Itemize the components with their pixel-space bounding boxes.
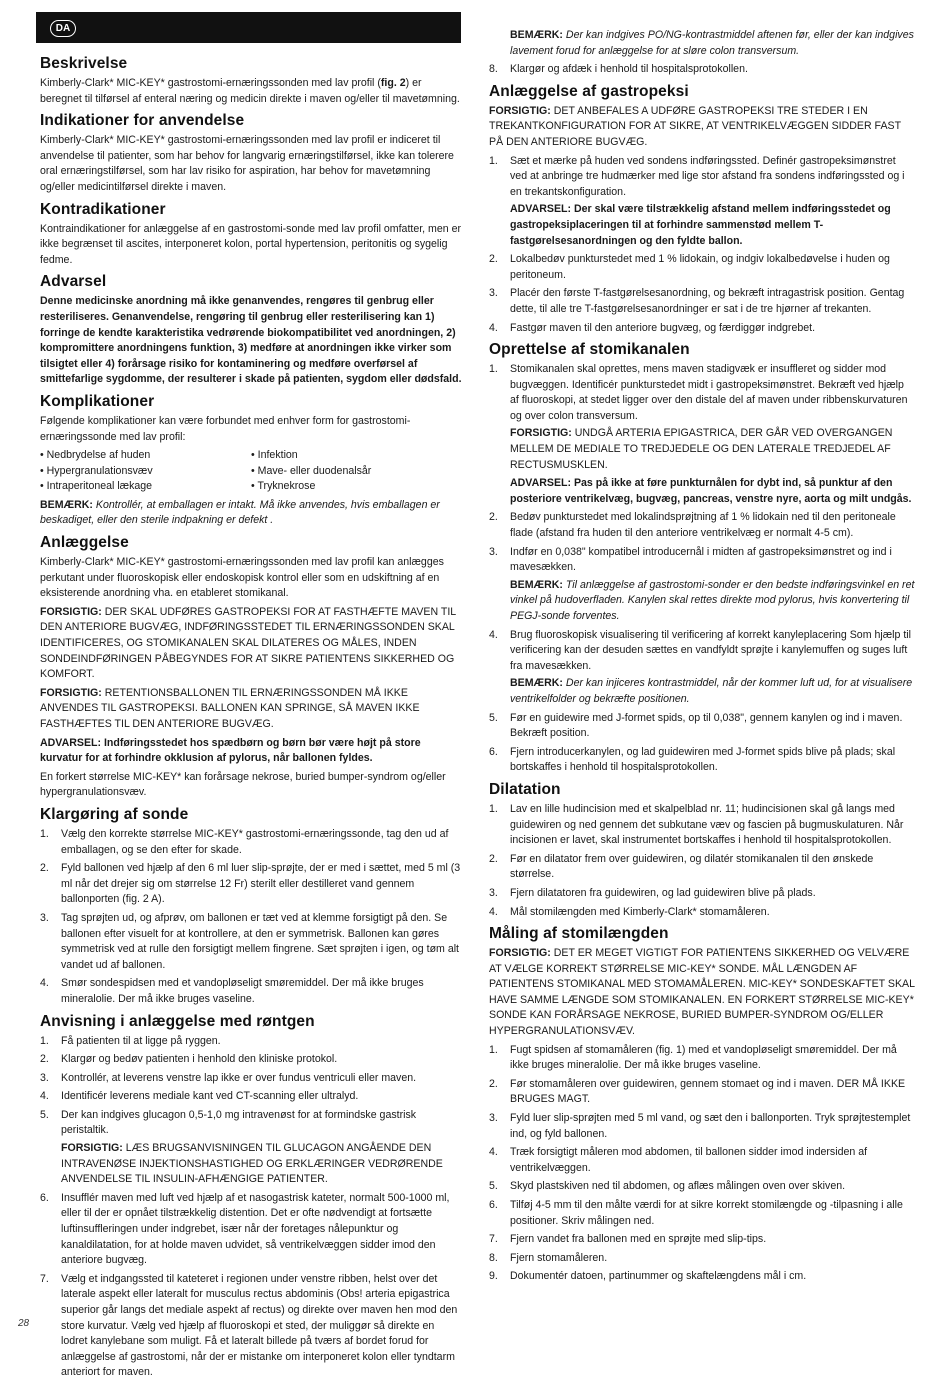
oprettelse-list (489, 362, 915, 776)
oprettelse-caution: FORSIGTIG: UNDGÅ ARTERIA EPIGASTRICA, DER GÅR VED OVERGANGEN MELLEM DE MEDIALE TO TREDJEDELE OG DEN LATERALE TREDJEDEL AF RECTUSMUSKLEN. (510, 427, 893, 471)
list-item: 7. Vælg et indgangssted til kateteret i regionen under venstre ribben, helst over det laterale aspekt eller lateralt for musculus rectus abdominis (Obs! arteria epigastrica superior går langs det mediale aspekt af rectus) og direkte over maven hen mod den store kurvatur. Vælg ved hjælp af fluoroskopi et sted, der muliggør så direkte en lodret kanylebane som muligt. Få et lateralt billede på tværs af bordet forud for anlæggelse af gastrostomi, når der er mistanke om interponeret kolon eller tyndtarm anteriort for maven. (40, 1272, 458, 1379)
list-item: 5. Der kan indgives glucagon 0,5-1,0 mg intravenøst for at formindske gastrisk peristaltik. FORSIGTIG: LÆS BRUGSANVISNINGEN TIL GLUCAGON ANGÅENDE DEN INTRAVENØSE INJEKTIONSHASTIGHED OG ERKLÆRINGER VEDRØRENDE ANVENDELSE TIL INSULIN-AFHÆNGIGE PATIENTER. (40, 1108, 462, 1188)
language-badge: DA (50, 20, 76, 37)
section-title-advarsel: Advarsel (40, 273, 107, 291)
anlaeggelse-text: Kimberly-Clark* MIC-KEY* gastrostomi-ernæringssonden med lav profil kan anlægges perkutant under fluoroskopisk eller endoskopisk kontrol eller som en udskiftning af en eksisterende anordning vha. en etableret stomikanal. (40, 556, 444, 600)
page-number: 28 (18, 1318, 30, 1329)
top-note: BEMÆRK: Der kan indgives PO/NG-kontrastmiddel aftenen før, eller der kan indgives lavement forud for anlæggelse for at sløre colon transversum. (510, 29, 914, 57)
maaling-list (489, 1043, 915, 1285)
list-item: 2. Lokalbedøv punkturstedet med 1 % lidokain, og indgiv lokalbedøvelse i huden og peritoneum. (489, 253, 890, 281)
section-title-anvisning: Anvisning i anlæggelse med røntgen (40, 1012, 315, 1030)
list-item: 3. Fjern dilatatoren fra guidewiren, og lad guidewiren blive på plads. (489, 886, 816, 899)
oprettelse-warning: ADVARSEL: Pas på ikke at føre punkturnålen for dybt ind, så punktur af den posteriore ventrikelvæg, bugvæg, pancreas, venstre nyre, aorta og milt undgås. (510, 477, 912, 505)
list-item: • Hypergranulationsvæv (40, 464, 251, 480)
section-title-anlaeggelse: Anlæggelse (40, 534, 129, 552)
komplikationer-text: Følgende komplikationer kan være forbundet med enhver form for gastrostomi-ernæringssonde med lav profil: (40, 414, 411, 443)
list-item: 8. Klargør og afdæk i henhold til hospitalsprotokollen. (489, 63, 748, 76)
gastropeksi-caution: FORSIGTIG: DET ANBEFALES A UDFØRE GASTROPEKSI TRE STEDER I EN TREKANTKONFIGURATION FOR AT SIKRE, AT VENTRIKELVÆGGEN SIDDER FAST PÅ DEN ANTERIORE BUGVÆG. (489, 104, 901, 148)
list-item: 4. Mål stomilængden med Kimberly-Clark* stomamåleren. (489, 905, 770, 918)
anlaeggelse-caution-1: FORSIGTIG: DER SKAL UDFØRES GASTROPEKSI FOR AT FASTHÆFTE MAVEN TIL DEN ANTERIORE BUGVÆG, INDFØRINGSSTEDET TIL ERNÆRINGSSONDEN SKAL IDENTIFICERES, OG STOMIKANALEN SKAL DILATERES OG MÅLES, INDEN SONDEINDFØRINGEN PÅBEGYNDES FOR AT SIKRE PATIENTENS SIKKERHED OG KOMFORT. (40, 605, 456, 681)
oprettelse-note-1: BEMÆRK: Til anlæggelse af gastrostomi-sonder er den bedste indføringsvinkel en ret vinkel på hudoverfladen. Kanylen skal rettes direkte mod pylorus, hvis konvertering til PEGJ-sonde forventes. (510, 578, 915, 622)
section-title-gastropeksi: Anlæggelse af gastropeksi (489, 82, 689, 100)
anlaeggelse-text-2: En forkert størrelse MIC-KEY* kan forårsage nekrose, buried bumper-syndrom og/eller hypergranulationsvæv. (40, 770, 446, 799)
list-item: 1. Vælg den korrekte størrelse MIC-KEY* gastrostomi-ernæringssonde, tag den ud af emballagen, og se den efter for skade. (40, 827, 449, 856)
komplikationer-list (40, 448, 462, 495)
indikationer-text: Kimberly-Clark* MIC-KEY* gastrostomi-ernæringssonden med lav profil er indiceret til anvendelse til patienter, som har behov for langvarig ernæringstilførsel, ikke kan tolerere oral ernæringstilførsel, som har lav risiko for aspiration, har behov for mavetømning og/eller medicintilførsel direkte i maven. (40, 134, 454, 193)
list-item: 2. Før en dilatator frem over guidewiren, og dilatér stomikanalen til den ønskede størrelse. (489, 852, 874, 881)
anvisning-list (40, 1034, 462, 1381)
section-title-oprettelse: Oprettelse af stomikanalen (489, 341, 690, 359)
list-item: 4. Smør sondespidsen med et vandopløseligt smøremiddel. Der må ikke bruges mineralolie. Der må ikke bruges vaseline. (40, 977, 424, 1005)
gastropeksi-warning: ADVARSEL: Der skal være tilstrækkelig afstand mellem indføringsstedet og gastropeksiplaceringen til at forhindre sammenstød mellem T-fastgørelsesanordningen og den fyldte ballon. (510, 203, 891, 247)
list-item: 2. Bedøv punkturstedet med lokalindsprøjtning af 1 % lidokain ned til den peritoneale flade (afstand fra huden til den anteriore ventrikelvæg er normalt 4-5 cm). (489, 511, 896, 540)
list-item: 8. Fjern stomamåleren. (489, 1251, 608, 1264)
klargoring-list (40, 827, 462, 1008)
anlaeggelse-warning: ADVARSEL: Indføringsstedet hos spædbørn og børn bør være højt på store kurvatur for at forhindre okklusion af pylorus, når ballonen fyldes. (40, 736, 421, 765)
list-item: 6. Tilføj 4-5 mm til den målte værdi for at sikre korrekt stomilængde og -tilpasning i alle positioner. Skriv målingen ned. (489, 1199, 903, 1227)
list-item: • Mave- eller duodenalsår (251, 464, 462, 480)
list-item: 2. Før stomamåleren over guidewiren, gennem stomaet og ind i maven. DER MÅ IKKE BRUGES MAGT. (489, 1077, 906, 1106)
advarsel-text: Denne medicinske anordning må ikke genanvendes, rengøres til genbrug eller resteriliseres. Genanvendelse, rengøring til genbrug eller resterilisering kan 1) forringe de kendte karakteristika vedrørende biokompatibilitet ved anordningen, 2) kompromittere anordningens funktion, 3) medføre at anordningen ikke virker som tilsigtet eller 4) forårsage risiko for kontaminering og medføre overførsel af smittefarlige sygdomme, der resulterer i skade på patienten, sygdom eller dødsfald. (40, 295, 462, 386)
list-item: 6. Fjern introducerkanylen, og lad guidewiren med J-formet spids blive på plads; skal bortskaffes i henhold til hospitalsprotokollen. (489, 745, 896, 774)
anvisning-caution: FORSIGTIG: LÆS BRUGSANVISNINGEN TIL GLUCAGON ANGÅENDE DEN INTRAVENØSE INJEKTIONSHASTIGHED OG ERKLÆRINGER VEDRØRENDE ANVENDELSE TIL INSULIN-AFHÆNGIGE PATIENTER. (61, 1142, 443, 1186)
list-item: 2. Klargør og bedøv patienten i henhold den kliniske protokol. (40, 1053, 338, 1066)
list-item: 1. Få patienten til at ligge på ryggen. (40, 1034, 221, 1047)
list-item: 4. Fastgør maven til den anteriore bugvæg, og færdiggør indgrebet. (489, 321, 816, 334)
section-title-dilatation: Dilatation (489, 780, 561, 798)
list-item: • Tryknekrose (251, 479, 462, 495)
section-title-beskrivelse: Beskrivelse (40, 55, 128, 72)
list-item: • Infektion (251, 448, 462, 464)
list-item: 1. Fugt spidsen af stomamåleren (fig. 1) med et vandopløseligt smøremiddel. Der må ikke bruges mineralolie. Der må ikke bruges vaseline. (489, 1043, 897, 1072)
list-item: 3. Indfør en 0,038" kompatibel introducernål i midten af gastropeksimønstret og ind i mavesækken. BEMÆRK: Til anlæggelse af gastrostomi-sonder er den bedste indføringsvinkel en ret vinkel på hudoverfladen. Kanylen skal rettes direkte mod pylorus, hvis konvertering til PEGJ-sonde forventes. (489, 545, 915, 625)
list-item: 3. Fyld luer slip-sprøjten med 5 ml vand, og sæt den i ballonporten. Tryk sprøjtestemplet ind, og fyld ballonen. (489, 1112, 911, 1140)
komplikationer-note: BEMÆRK: Kontrollér, at emballagen er intakt. Må ikke anvendes, hvis emballagen er beskadiget, eller den sterile indpakning er defekt . (40, 498, 440, 527)
kontraindikationer-text: Kontraindikationer for anlæggelse af en gastrostomi-sonde med lav profil omfatter, men er ikke begrænset til ascites, interponeret kolon, portal hypertension, peritonitis og sygelig fedme. (40, 222, 462, 266)
left-column (40, 50, 462, 1384)
gastropeksi-list (489, 154, 915, 337)
anlaeggelse-caution-2: FORSIGTIG: RETENTIONSBALLONEN TIL ERNÆRINGSSONDEN MÅ IKKE ANVENDES TIL GASTROPEKSI. BALLONEN KAN SPRINGE, SÅ MAVEN IKKE FASTHÆFTES TIL DEN ANTERIORE BUGVÆG. (40, 686, 420, 730)
beskrivelse-text: Kimberly-Clark* MIC-KEY* gastrostomi-ernæringssonden med lav profil (fig. 2) er beregnet til tilførsel af enteral næring og medicin direkte i maven og/eller til mavetømning. (40, 77, 460, 105)
list-item: 6. Insufflér maven med luft ved hjælp af et nasogastrisk kateter, normalt 500-1000 ml, eller til der er opnået tilstrækkelig distention. Det er ofte nødvendigt at fortsætte luftinsuffleringen under indgrebet, især når der foretages nålepunktur og kanaldilatation, for at holde maven udvidet, så ventrikelvæggen sidder imod den anteriore bugvæg. (40, 1191, 450, 1267)
list-item: 1. Sæt et mærke på huden ved sondens indføringssted. Definér gastropeksimønstret ved at anbringe tre hudmærker med lige stor afstand fra sondens indføringssted og i en trekantskonfiguration. ADVARSEL: Der skal være tilstrækkelig afstand mellem indføringsstedet og gastropeksiplaceringen til at forhindre sammenstød mellem T-fastgørelsesanordningen og den fyldte ballon. (489, 154, 915, 250)
list-item: 5. Skyd plastskiven ned til abdomen, og aflæs målingen oven over skiven. (489, 1180, 846, 1193)
anvisning-list-continued (489, 62, 915, 78)
section-title-kontraindikationer: Kontradikationer (40, 200, 166, 218)
maaling-caution: FORSIGTIG: DET ER MEGET VIGTIGT FOR PATIENTENS SIKKERHED OG VELVÆRE AT VÆLGE KORREKT STØRRELSE MIC-KEY* SONDE. MÅL LÆNGDEN AF PATIENTENS STOMIKANAL MED STOMAMÅLEREN. MIC-KEY* SONDESKAFTET SKAL HAVE SAMME LÆNGDE SOM STOMIKANALEN. EN FORKERT STØRRELSE MIC-KEY* SONDE KAN FORÅRSAGE NEKROSE, BURIED BUMPER-SYNDROM OG/ELLER HYPERGRANULATIONSVÆV. (489, 947, 915, 1038)
dilatation-list (489, 802, 915, 920)
section-title-maaling: Måling af stomilængden (489, 925, 669, 943)
list-item: 2. Fyld ballonen ved hjælp af den 6 ml luer slip-sprøjte, der er med i sættet, med 5 ml (3 ml når det drejer sig om størrelse 12 Fr) sterilt eller destilleret vand gennem ballonporten (fig. 2 A). (40, 862, 461, 906)
list-item: 7. Fjern vandet fra ballonen med en sprøjte med slip-tips. (489, 1233, 767, 1246)
list-item: • Nedbrydelse af huden (40, 448, 251, 464)
right-column (489, 28, 915, 1288)
list-item: 4. Brug fluoroskopisk visualisering til verificering af korrekt kanyleplacering Som hjælp til verificering kan der desuden sættes en vandfyldt sprøjte i kanylemuffen og suges luft fra mavesækken. BEMÆRK: Der kan injiceres kontrastmiddel, når der kommer luft ud, for at visualisere ventrikelfolder og bekræfte positionen. (489, 628, 915, 708)
list-item: 1. Lav en lille hudincision med et skalpelblad nr. 11; hudincisionen skal gå langs med guidewiren og ned gennem det subkutane væv og fascien på bugmuskulaturen. Når incisionen er lavet, skal instrumentet bortskaffes i henhold til hospitalsprotokollen. (489, 802, 904, 847)
list-item: 4. Identificér leverens mediale kant ved CT-scanning eller ultralyd. (40, 1090, 359, 1103)
list-item: 3. Kontrollér, at leverens venstre lap ikke er over fundus ventriculi eller maven. (40, 1071, 417, 1084)
list-item: 3. Tag sprøjten ud, og afprøv, om ballonen er tæt ved at klemme forsigtigt på den. Se ballonen efter visuelt for at kontrollere, at den er symmetrisk. Ballonen kan gøres symmetrisk ved at rulle den forsigtigt mellem fingrene. Sæt sprøjten i igen, og tøm alt vandet ud af ballonen. (40, 911, 460, 971)
section-title-klargoring: Klargøring af sonde (40, 805, 189, 823)
language-header-bar (36, 12, 461, 43)
list-item: 4. Træk forsigtigt måleren mod abdomen, til ballonen sidder imod indersiden af ventrikelvæggen. (489, 1146, 868, 1174)
list-item: 9. Dokumentér datoen, partinummer og skaftelængdens mål i cm. (489, 1270, 807, 1283)
list-item: 3. Placér den første T-fastgørelsesanordning, og bekræft intragastrisk position. Gentag dette, til alle tre T-fastgørelsesanordninger er sat i de tre hjørner af trekanten. (489, 287, 905, 315)
list-item: 1. Stomikanalen skal oprettes, mens maven stadigvæk er insuffleret og sidder mod bugvæggen. Identificér punkturstedet midt i gastropeksimønstret. Bekræft ved hjælp af fluoroskopi, at stedet ligger over den distale del af maven under ribbenskurvaturen og over colon transversum. FORSIGTIG: UNDGÅ ARTERIA EPIGASTRICA, DER GÅR VED OVERGANGEN MELLEM DE MEDIALE TO TREDJEDELE OG DEN LATERALE TREDJEDEL AF RECTUSMUSKLEN. ADVARSEL: Pas på ikke at føre punkturnålen for dybt ind, så punktur af den posteriore ventrikelvæg, bugvæg, pancreas, venstre nyre, aorta og milt undgås. (489, 362, 915, 507)
section-title-indikationer: Indikationer for anvendelse (40, 112, 245, 130)
list-item: • Intraperitoneal lækage (40, 479, 251, 495)
oprettelse-note-2: BEMÆRK: Der kan injiceres kontrastmiddel, når der kommer luft ud, for at visualisere ventrikelfolder og bekræfte positionen. (510, 677, 913, 705)
list-item: 5. Før en guidewire med J-formet spids, op til 0,038", gennem kanylen og ind i maven. Bekræft position. (489, 711, 903, 740)
section-title-komplikationer: Komplikationer (40, 392, 155, 410)
